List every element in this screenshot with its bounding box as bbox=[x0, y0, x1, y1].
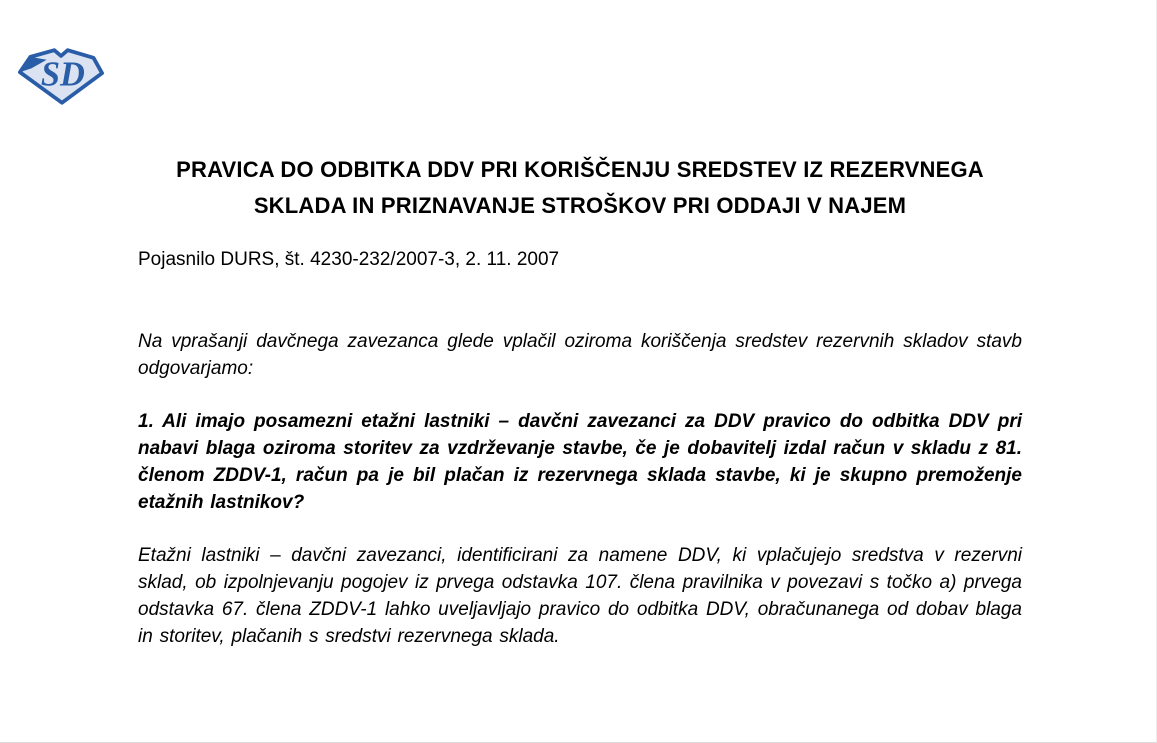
sd-diamond-logo bbox=[18, 47, 104, 105]
paragraph-question-intro: Na vprašanji davčnega zavezanca glede vplačil oziroma koriščenja sredstev rezervnih skladov stavb odgovarjamo: bbox=[138, 331, 1022, 379]
document-title: PRAVICA DO ODBITKA DDV PRI KORIŠČENJU SREDSTEV IZ REZERVNEGA SKLADA IN PRIZNAVANJE STROŠKOV PRI ODDAJI V NAJEM bbox=[176, 157, 984, 218]
sd-diamond-logo-graphic bbox=[18, 47, 104, 105]
svg-text:SD: SD bbox=[40, 55, 85, 94]
paragraph-question-1: 1. Ali imajo posamezni etažni lastniki – davčni zavezanci za DDV pravico do odbitka DDV pri nabavi blaga oziroma storitev za vzdrževanje stavbe, če je dobavitelj izdal račun v skladu z 81. členom ZDDV-1, račun pa je bil plačan iz rezervnega sklada stavbe, ki je skupno premoženje etažnih lastnikov? bbox=[138, 411, 1022, 513]
document-reference: Pojasnilo DURS, št. 4230-232/2007-3, 2. 11. 2007 bbox=[138, 249, 560, 270]
document-content bbox=[138, 0, 1022, 650]
paragraph-answer-1: Etažni lastniki – davčni zavezanci, identificirani za namene DDV, ki vplačujejo sredstva v rezervni sklad, ob izpolnjevanju pogojev iz prvega odstavka 107. člena pravilnika v povezavi s točko a) prvega odstavka 67. člena ZDDV-1 lahko uveljavljajo pravico do odbitka DDV, obračunanega od dobav blaga in storitev, plačanih s sredstvi rezervnega sklada. bbox=[138, 545, 1022, 647]
